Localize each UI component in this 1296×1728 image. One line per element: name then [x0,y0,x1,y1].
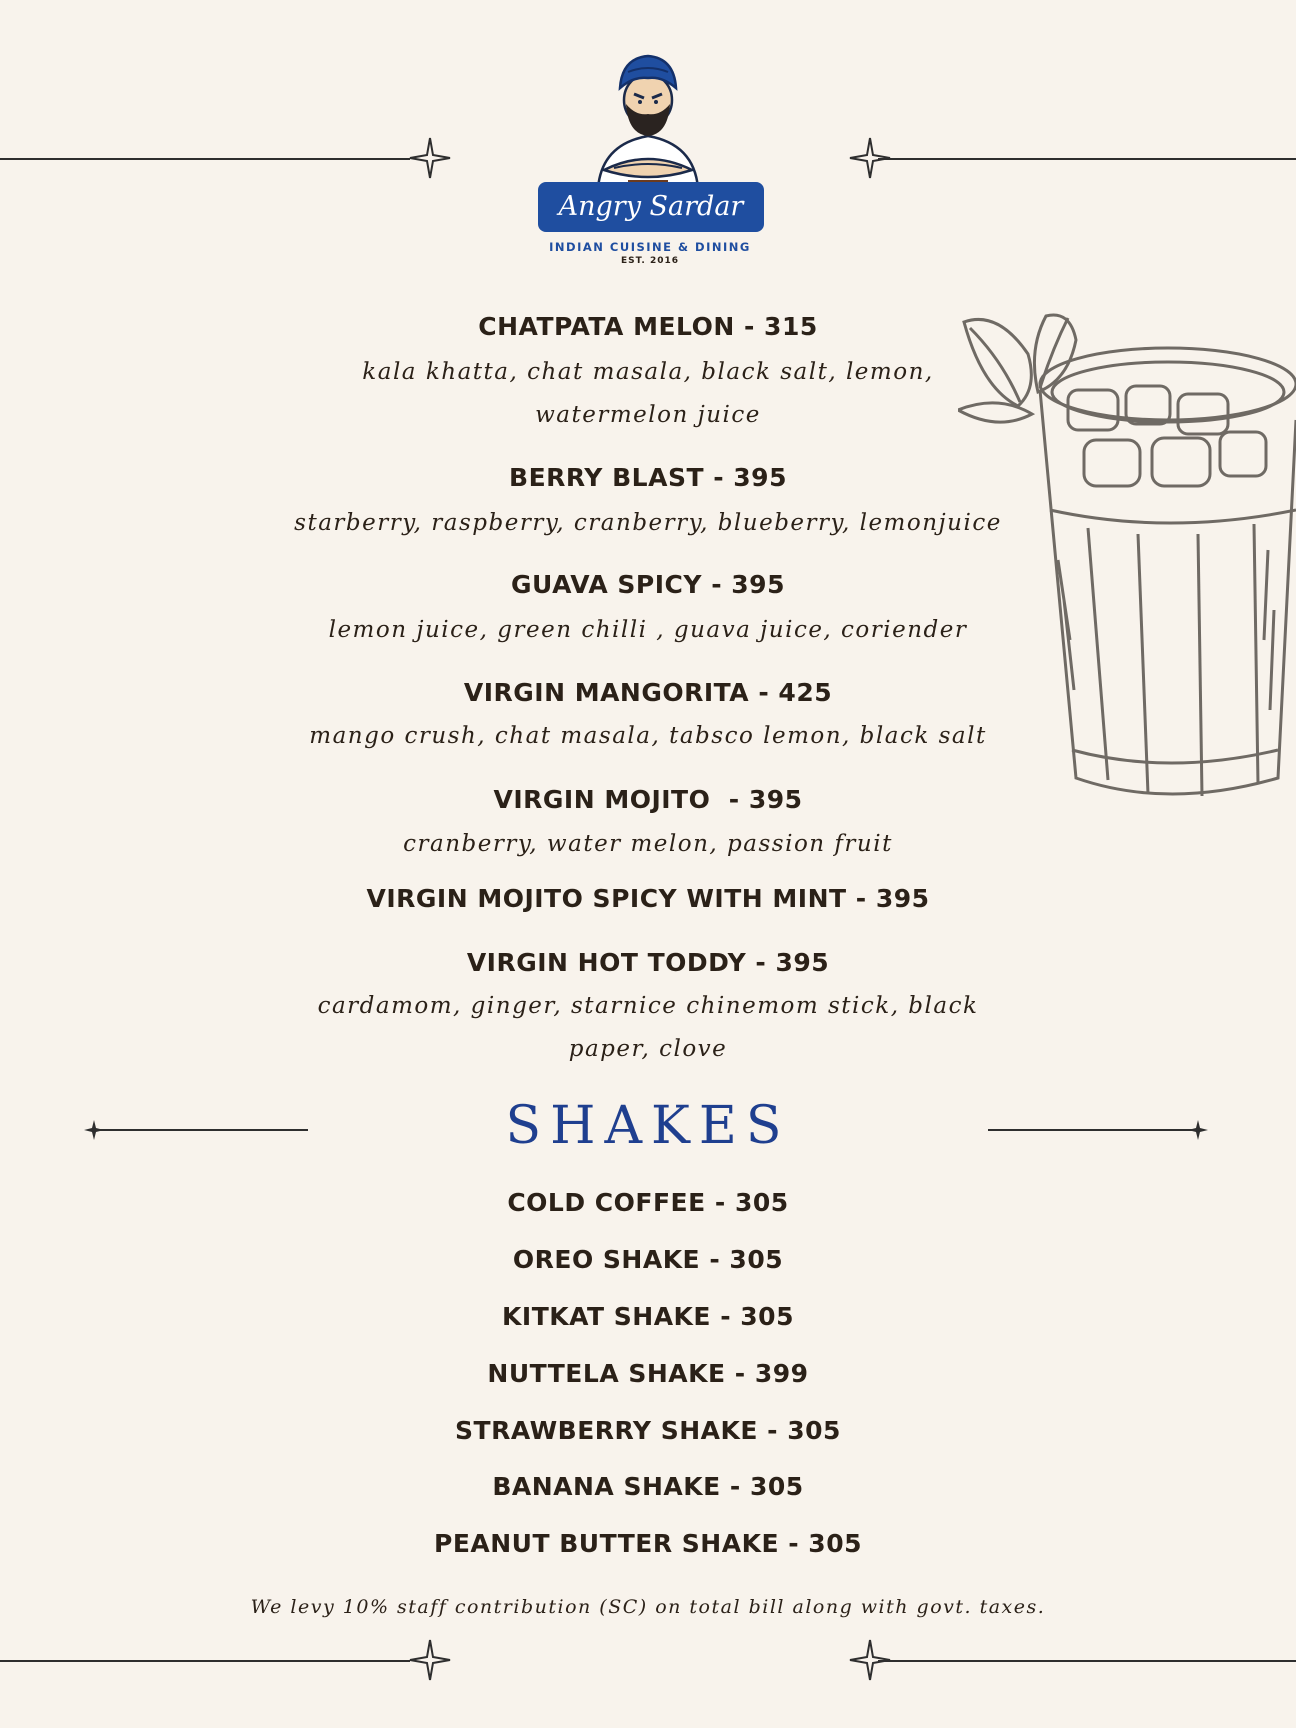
menu-item-description: mango crush, chat masala, tabsco lemon, black salt [309,723,987,749]
menu-item-description: cranberry, water melon, passion fruit [403,831,893,857]
section-title: SHAKES [505,1096,791,1156]
turbaned-chef-mascot-icon [584,52,712,188]
menu-item-description: starberry, raspberry, cranberry, blueberry, lemonjuice [294,510,1002,536]
menu-item-name: GUAVA SPICY - 395 [511,570,785,599]
menu-item-name: VIRGIN MOJITO - 395 [493,785,803,814]
brand-tagline: INDIAN CUISINE & DINING [549,240,751,254]
footer-note: We levy 10% staff contribution (SC) on total bill along with govt. taxes. [250,1596,1046,1618]
menu-item-description: lemon juice, green chilli , guava juice, coriender [328,617,968,643]
four-point-star-icon [408,136,452,180]
menu-item-name: VIRGIN MANGORITA - 425 [463,678,833,707]
shake-item: KITKAT SHAKE - 305 [502,1302,794,1331]
brand-established: EST. 2016 [620,256,679,266]
top-right-divider [878,158,1296,160]
menu-item-name: VIRGIN HOT TODDY - 395 [466,948,830,977]
bottom-right-divider [878,1660,1296,1662]
shake-item: STRAWBERRY SHAKE - 305 [455,1416,841,1445]
four-point-star-icon [848,136,892,180]
four-point-star-icon [848,1638,892,1682]
menu-item-description: cardamom, ginger, starnice chinemom stick, black paper, clove [317,993,979,1062]
shake-item: COLD COFFEE - 305 [507,1188,789,1217]
menu-item-name: VIRGIN MOJITO SPICY WITH MINT - 395 [366,884,930,913]
shake-item: PEANUT BUTTER SHAKE - 305 [434,1529,862,1558]
menu-item-name: CHATPATA MELON - 315 [478,312,818,341]
four-point-star-icon [408,1638,452,1682]
shake-item: BANANA SHAKE - 305 [492,1472,804,1501]
top-left-divider [0,158,410,160]
brand-name: Angry Sardar [558,191,744,222]
menu-item-name: BERRY BLAST - 395 [509,463,787,492]
bottom-left-divider [0,1660,410,1662]
shake-item: OREO SHAKE - 305 [512,1245,784,1274]
menu-item-description: kala khatta, chat masala, black salt, lemon, watermelon juice [362,359,934,428]
shake-item: NUTTELA SHAKE - 399 [487,1359,809,1388]
